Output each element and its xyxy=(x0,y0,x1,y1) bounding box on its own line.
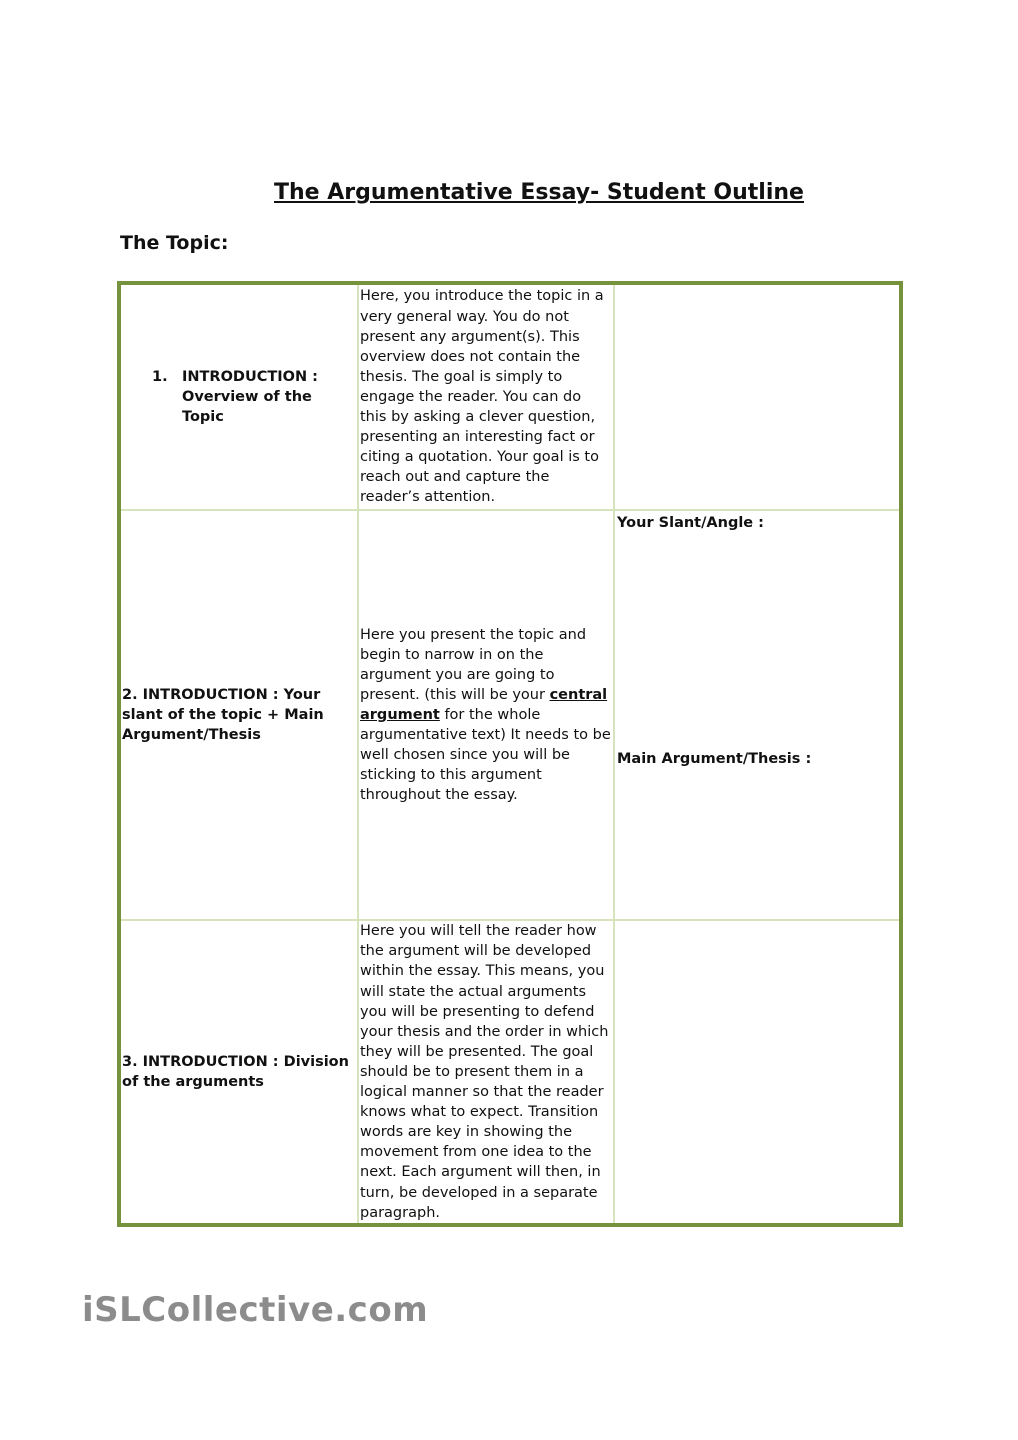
section-label: INTRODUCTION : Overview of the Topic xyxy=(182,368,318,426)
section-number: 1. xyxy=(152,368,168,385)
section-label-cell xyxy=(119,510,358,920)
watermark-logo: iSLCollective.com xyxy=(82,1290,429,1330)
section-description: Here you will tell the reader how the argument will be developed within the essay. This means, you will state the actual arguments you will be presenting to defend your thesis and the order in which they will be presented. The goal should be to present them in a logical manner so that the reader knows what to expect. Transition words are key in showing the movement from one idea to the next. Each argument will then, in turn, be developed in a separate paragraph. xyxy=(358,920,614,1225)
student-answer-cell[interactable] xyxy=(614,283,901,510)
central-argument-emphasis: central argument xyxy=(360,686,608,723)
section-description xyxy=(358,510,614,920)
section-label: 3. INTRODUCTION : Division of the arguments xyxy=(122,1053,349,1090)
outline-table xyxy=(117,281,903,1227)
table-row xyxy=(119,920,901,1225)
section-label-cell xyxy=(119,283,358,510)
slant-label: Your Slant/Angle : xyxy=(617,515,764,531)
table-row xyxy=(119,283,901,510)
section-label-cell xyxy=(119,920,358,1225)
student-answer-cell[interactable] xyxy=(614,510,901,920)
section-description: Here, you introduce the topic in a very general way. You do not present any argument(s). This overview does not contain the thesis. The goal is simply to engage the reader. You can do this by asking a clever question, presenting an interesting fact or citing a quotation. Your goal is to reach out and capture the reader’s attention. xyxy=(358,283,614,510)
description-text: for the whole argumentative text) It needs to be well chosen since you will be sticking to this argument throughout the essay. xyxy=(360,706,611,804)
section-label: 2. INTRODUCTION : Your slant of the topic + Main Argument/Thesis xyxy=(122,686,324,744)
thesis-label: Main Argument/Thesis : xyxy=(617,751,812,767)
student-answer-cell[interactable] xyxy=(614,920,901,1225)
page-title: The Argumentative Essay- Student Outline xyxy=(274,180,804,205)
topic-label: The Topic: xyxy=(120,232,229,254)
description-text: Here you present the topic and begin to narrow in on the argument you are going to present. (this will be your xyxy=(360,626,587,703)
table-row xyxy=(119,510,901,920)
